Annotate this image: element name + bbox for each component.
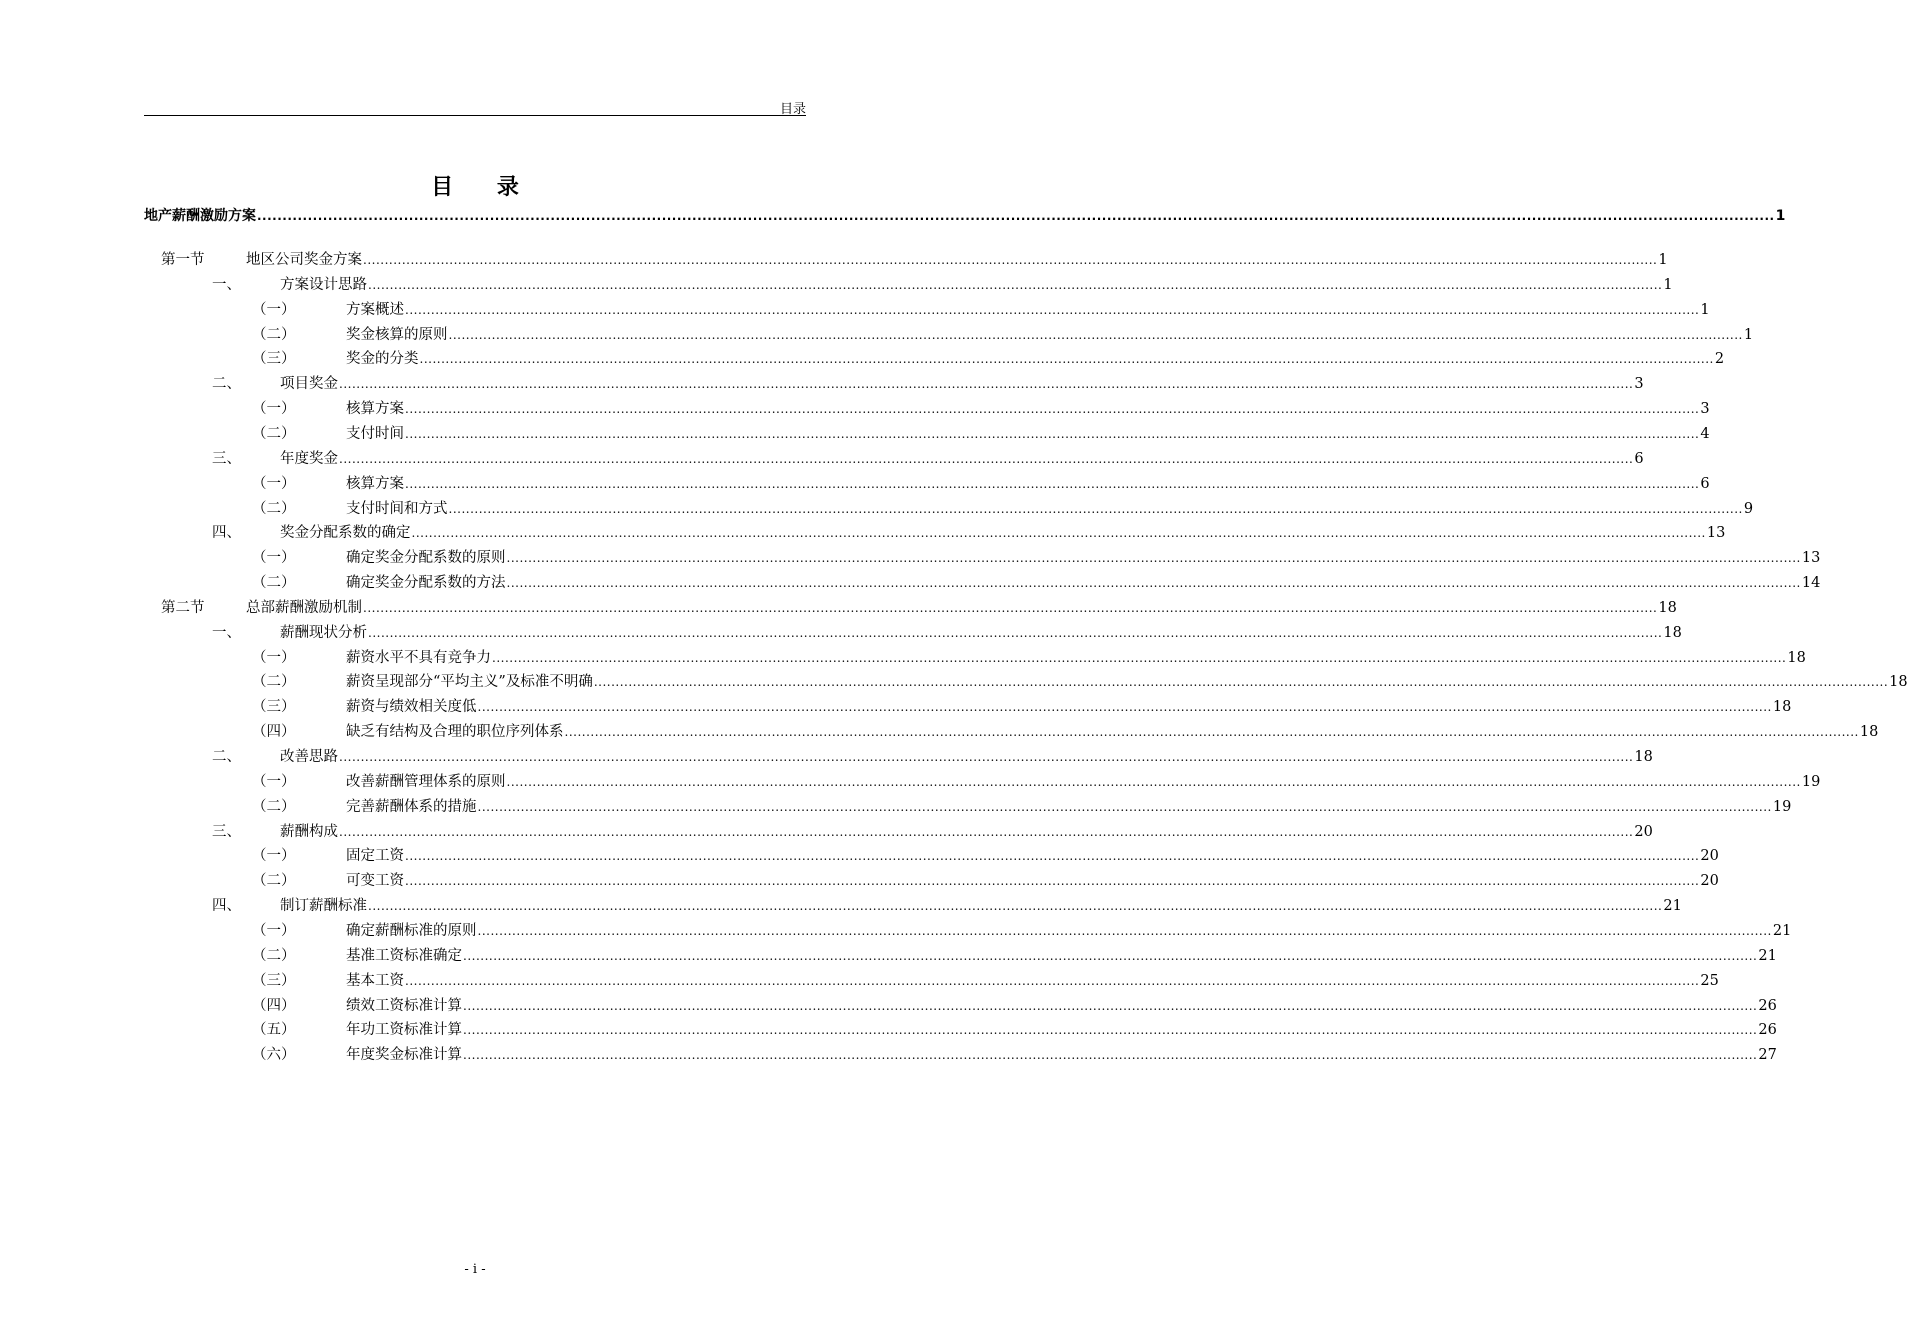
toc-entry-page: 18 xyxy=(1658,599,1677,616)
toc-entry-label: 年度奖金标准计算 xyxy=(346,1047,462,1064)
toc-entry-number: 第一节 xyxy=(161,252,205,268)
toc-entry-page: 2 xyxy=(1714,351,1725,368)
toc-entry-page: 1 xyxy=(1700,301,1710,318)
toc-entry-number: 一、 xyxy=(212,276,241,293)
toc-entry[interactable] xyxy=(144,696,1792,718)
dot-leader: ............................................................................................................................................................................................................................................................................................................ xyxy=(463,1023,1758,1038)
toc-entry[interactable] xyxy=(144,274,1673,296)
toc-entry[interactable] xyxy=(144,870,1719,892)
toc-entry[interactable] xyxy=(144,1019,1777,1041)
toc-entry[interactable] xyxy=(144,746,1653,768)
toc-entry-label: 方案设计思路 xyxy=(280,276,367,293)
toc-entry[interactable] xyxy=(144,423,1710,445)
toc-entry-page: 20 xyxy=(1634,823,1653,840)
toc-entry-page: 6 xyxy=(1634,450,1644,467)
dot-leader: ............................................................................................................................................................................................................................................................................................................ xyxy=(363,600,1658,615)
dot-leader: ............................................................................................................................................................................................................................................................................................................ xyxy=(405,302,1700,317)
toc-entry[interactable] xyxy=(144,373,1644,395)
toc-entry-label: 基本工资 xyxy=(346,972,404,989)
toc-entry-page: 21 xyxy=(1758,947,1777,964)
toc-entry-number: （六） xyxy=(252,1047,296,1064)
toc-entry-page: 21 xyxy=(1772,922,1792,939)
toc-entry[interactable] xyxy=(144,895,1682,917)
toc-entry-label: 地产薪酬激励方案 xyxy=(144,208,256,224)
toc-entry-label: 方案概述 xyxy=(346,301,404,318)
toc-entry-number: 二、 xyxy=(212,749,241,765)
toc-entry[interactable] xyxy=(144,945,1777,967)
page-number: - i - xyxy=(464,1262,486,1277)
dot-leader: ............................................................................................................................................................................................................................................................................................................ xyxy=(339,824,1634,839)
dot-leader: ............................................................................................................................................................................................................................................................................................................ xyxy=(257,209,1775,223)
toc-entry-number: （二） xyxy=(252,947,296,964)
toc-entry-page: 1 xyxy=(1775,208,1786,224)
toc-entry-number: （一） xyxy=(252,773,296,790)
toc-entry-number: 二、 xyxy=(212,376,241,393)
dot-leader: ............................................................................................................................................................................................................................................................................................................ xyxy=(419,352,1714,367)
dot-leader: ............................................................................................................................................................................................................................................................................................................ xyxy=(339,377,1634,392)
toc-entry-label: 薪酬构成 xyxy=(280,823,338,840)
toc-entry-page: 13 xyxy=(1706,525,1726,542)
toc-entry-number: （二） xyxy=(252,575,296,592)
dot-leader: ............................................................................................................................................................................................................................................................................................................ xyxy=(405,402,1700,417)
toc-entry-page: 18 xyxy=(1634,749,1653,765)
toc-entry-page: 14 xyxy=(1801,575,1821,592)
dot-leader: ............................................................................................................................................................................................................................................................................................................ xyxy=(363,253,1658,267)
dot-leader: ............................................................................................................................................................................................................................................................................................................ xyxy=(339,451,1634,466)
toc-entry[interactable] xyxy=(144,845,1719,867)
toc-entry[interactable] xyxy=(144,671,1908,693)
toc-entry-label: 核算方案 xyxy=(346,401,404,418)
toc-entry-page: 20 xyxy=(1700,848,1719,865)
toc-entry-number: （五） xyxy=(252,1022,296,1039)
toc-entry-number: （一） xyxy=(252,301,296,318)
toc-entry[interactable] xyxy=(144,348,1725,370)
toc-entry-page: 25 xyxy=(1700,972,1719,989)
toc-entry[interactable] xyxy=(144,1044,1777,1066)
toc-entry-label: 奖金核算的原则 xyxy=(346,326,448,343)
toc-entry-page: 19 xyxy=(1772,798,1792,815)
toc-entry-number: （二） xyxy=(252,500,296,517)
toc-entry[interactable] xyxy=(144,597,1677,619)
toc-entry-number: （四） xyxy=(252,997,296,1014)
toc-entry-page: 1 xyxy=(1658,252,1668,268)
toc-entry-label: 总部薪酬激励机制 xyxy=(246,599,362,616)
toc-entry-number: （三） xyxy=(252,699,296,716)
toc-entry[interactable] xyxy=(144,249,1668,271)
toc-entry-number: （二） xyxy=(252,798,296,815)
toc-entry-page: 4 xyxy=(1700,425,1710,442)
toc-entry-label: 项目奖金 xyxy=(280,376,338,393)
header-divider xyxy=(144,115,806,116)
dot-leader: ............................................................................................................................................................................................................................................................................................................ xyxy=(405,874,1700,889)
toc-entry-label: 改善薪酬管理体系的原则 xyxy=(346,773,506,790)
toc-entry-number: （二） xyxy=(252,674,296,691)
toc-entry[interactable] xyxy=(144,721,1879,743)
toc-entry-number: （二） xyxy=(252,326,296,343)
toc-entry-page: 1 xyxy=(1743,326,1754,343)
toc-entry[interactable] xyxy=(144,970,1719,992)
toc-entry-label: 奖金分配系数的确定 xyxy=(280,525,411,542)
dot-leader: ............................................................................................................................................................................................................................................................................................................ xyxy=(405,973,1700,988)
toc-entry[interactable] xyxy=(144,771,1821,793)
toc-entry-number: 三、 xyxy=(212,823,241,840)
toc-entry[interactable] xyxy=(144,324,1754,346)
toc-entry[interactable] xyxy=(144,622,1682,644)
dot-leader: ............................................................................................................................................................................................................................................................................................................ xyxy=(463,948,1758,963)
toc-entry-label: 可变工资 xyxy=(346,873,404,890)
toc-entry-label: 地区公司奖金方案 xyxy=(246,252,362,268)
toc-entry-number: 四、 xyxy=(212,525,241,542)
toc-entry-number: （三） xyxy=(252,351,296,368)
toc-entry-page: 13 xyxy=(1801,550,1821,567)
dot-leader: ............................................................................................................................................................................................................................................................................................................ xyxy=(368,625,1663,640)
toc-entry-number: （一） xyxy=(252,401,296,418)
toc-entry-page: 3 xyxy=(1634,376,1644,393)
dot-leader: ............................................................................................................................................................................................................................................................................................................ xyxy=(564,725,1859,740)
dot-leader: ............................................................................................................................................................................................................................................................................................................ xyxy=(405,426,1700,441)
toc-entry[interactable] xyxy=(144,498,1754,520)
toc-entry-number: （四） xyxy=(252,724,296,741)
dot-leader: ............................................................................................................................................................................................................................................................................................................ xyxy=(339,750,1634,764)
toc-entry[interactable] xyxy=(144,299,1710,321)
toc-entry-page: 26 xyxy=(1758,997,1777,1014)
toc-entry-label: 基准工资标准确定 xyxy=(346,947,462,964)
dot-leader: ............................................................................................................................................................................................................................................................................................................ xyxy=(405,849,1700,864)
toc-entry-number: 一、 xyxy=(212,624,241,641)
dot-leader: ............................................................................................................................................................................................................................................................................................................ xyxy=(506,774,1801,789)
dot-leader: ............................................................................................................................................................................................................................................................................................................ xyxy=(405,476,1700,491)
dot-leader: ............................................................................................................................................................................................................................................................................................................ xyxy=(463,998,1758,1013)
toc-entry-label: 固定工资 xyxy=(346,848,404,865)
dot-leader: ............................................................................................................................................................................................................................................................................................................ xyxy=(368,277,1663,292)
toc-entry-page: 18 xyxy=(1889,674,1908,691)
toc-entry-number: 第二节 xyxy=(161,599,205,616)
toc-entry[interactable] xyxy=(144,398,1710,420)
toc-entry-label: 奖金的分类 xyxy=(346,351,419,368)
toc-entry-label: 完善薪酬体系的措施 xyxy=(346,798,477,815)
toc-entry[interactable] xyxy=(144,647,1806,669)
toc-entry[interactable] xyxy=(144,821,1653,843)
toc-entry-number: 三、 xyxy=(212,450,241,467)
dot-leader: ............................................................................................................................................................................................................................................................................................................ xyxy=(506,576,1801,591)
dot-leader: ............................................................................................................................................................................................................................................................................................................ xyxy=(477,923,1772,938)
toc-entry-label: 支付时间和方式 xyxy=(346,500,448,517)
toc-entry-page: 18 xyxy=(1787,649,1806,666)
toc-entry-page: 6 xyxy=(1700,475,1710,492)
toc-entry-number: （一） xyxy=(252,922,296,939)
toc-entry-label: 年度奖金 xyxy=(280,450,338,467)
toc-entry[interactable] xyxy=(144,547,1821,569)
toc-entry-label: 薪资与绩效相关度低 xyxy=(346,699,477,716)
toc-entry-page: 19 xyxy=(1801,773,1821,790)
toc-entry-label: 制订薪酬标准 xyxy=(280,898,367,915)
toc-entry-page: 18 xyxy=(1859,724,1879,741)
toc-entry[interactable] xyxy=(144,205,1786,227)
toc-entry-label: 缺乏有结构及合理的职位序列体系 xyxy=(346,724,564,741)
toc-entry-page: 1 xyxy=(1663,276,1673,293)
dot-leader: ............................................................................................................................................................................................................................................................................................................ xyxy=(368,899,1663,914)
page-title: 目 录 xyxy=(431,174,537,200)
toc-entry-number: （一） xyxy=(252,848,296,865)
toc-entry-label: 确定奖金分配系数的原则 xyxy=(346,550,506,567)
toc-entry-page: 20 xyxy=(1700,873,1719,890)
toc-entry-label: 绩效工资标准计算 xyxy=(346,997,462,1014)
dot-leader: ............................................................................................................................................................................................................................................................................................................ xyxy=(477,799,1772,814)
toc-entry[interactable] xyxy=(144,796,1792,818)
toc-entry[interactable] xyxy=(144,995,1777,1017)
toc-entry-page: 9 xyxy=(1743,500,1754,517)
toc-entry-number: （二） xyxy=(252,425,296,442)
dot-leader: ............................................................................................................................................................................................................................................................................................................ xyxy=(448,501,1743,516)
dot-leader: ............................................................................................................................................................................................................................................................................................................ xyxy=(411,526,1706,541)
toc-entry-label: 改善思路 xyxy=(280,749,338,765)
dot-leader: ............................................................................................................................................................................................................................................................................................................ xyxy=(492,650,1787,665)
toc-entry[interactable] xyxy=(144,920,1792,942)
toc-entry-page: 18 xyxy=(1772,699,1792,716)
dot-leader: ............................................................................................................................................................................................................................................................................................................ xyxy=(593,675,1889,690)
toc-entry-number: （二） xyxy=(252,873,296,890)
dot-leader: ............................................................................................................................................................................................................................................................................................................ xyxy=(463,1048,1758,1063)
dot-leader: ............................................................................................................................................................................................................................................................................................................ xyxy=(506,551,1801,566)
toc-entry-number: （三） xyxy=(252,972,296,989)
toc-entry-number: （一） xyxy=(252,475,296,492)
toc-entry-number: 四、 xyxy=(212,898,241,915)
toc-entry-page: 26 xyxy=(1758,1022,1777,1039)
toc-entry-label: 确定薪酬标准的原则 xyxy=(346,922,477,939)
toc-entry-label: 核算方案 xyxy=(346,475,404,492)
toc-entry-page: 21 xyxy=(1663,898,1682,915)
toc-entry-number: （一） xyxy=(252,550,296,567)
dot-leader: ............................................................................................................................................................................................................................................................................................................ xyxy=(448,327,1743,342)
toc-entry-page: 3 xyxy=(1700,401,1710,418)
toc-entry-page: 27 xyxy=(1758,1047,1777,1064)
toc-entry-label: 薪资水平不具有竞争力 xyxy=(346,649,491,666)
toc-entry-label: 薪资呈现部分“平均主义”及标准不明确 xyxy=(346,674,593,691)
toc-entry-label: 年功工资标准计算 xyxy=(346,1022,462,1039)
toc-entry-number: （一） xyxy=(252,649,296,666)
toc-entry-page: 18 xyxy=(1663,624,1682,641)
running-header: 目录 xyxy=(779,102,806,117)
dot-leader: ............................................................................................................................................................................................................................................................................................................ xyxy=(477,700,1772,715)
toc-entry-label: 确定奖金分配系数的方法 xyxy=(346,575,506,592)
toc-entry-label: 薪酬现状分析 xyxy=(280,624,367,641)
toc-entry-label: 支付时间 xyxy=(346,425,404,442)
toc-entry[interactable] xyxy=(144,522,1726,544)
toc-entry[interactable] xyxy=(144,473,1710,495)
toc-entry[interactable] xyxy=(144,572,1821,594)
toc-entry[interactable] xyxy=(144,448,1644,470)
